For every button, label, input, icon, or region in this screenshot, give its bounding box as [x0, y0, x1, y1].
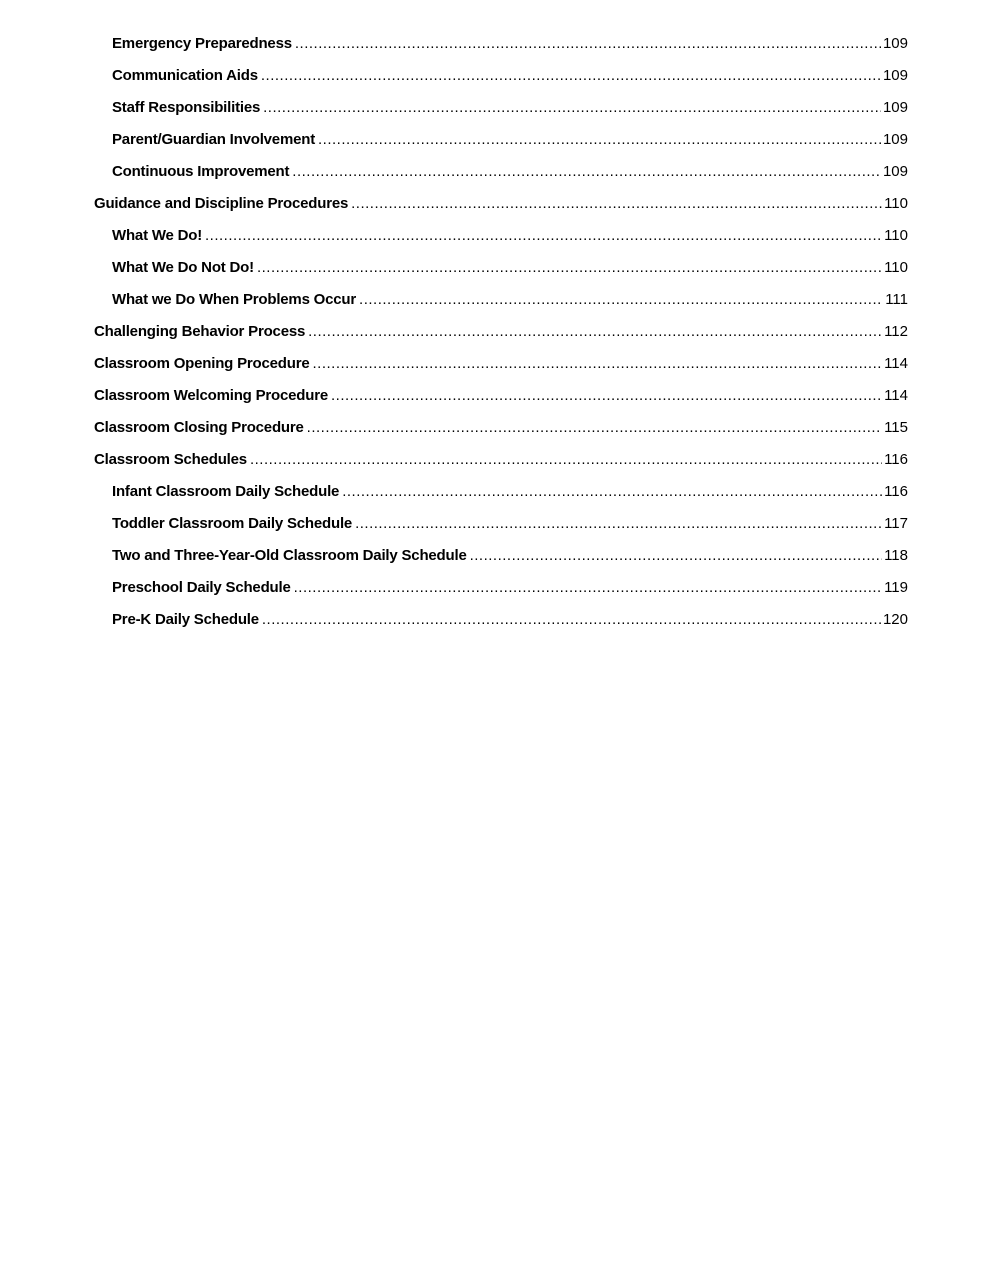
- toc-page-number: 116: [884, 483, 908, 500]
- toc-entry-continuous-improvement[interactable]: [94, 156, 908, 188]
- toc-page-number: 114: [884, 355, 908, 372]
- toc-entry-communication-aids[interactable]: [94, 60, 908, 92]
- toc-dot-leader: [355, 508, 882, 540]
- toc-page-number: 110: [884, 259, 908, 276]
- toc-entry-classroom-schedules[interactable]: [94, 444, 908, 476]
- toc-dot-leader: [308, 316, 882, 348]
- toc-dot-leader: [295, 28, 881, 60]
- toc-page-number: 116: [884, 451, 908, 468]
- toc-page-number: 109: [882, 163, 908, 180]
- toc-entry-title: Communication Aids: [112, 67, 258, 84]
- toc-entry-pre-k-daily-schedule[interactable]: [94, 604, 908, 636]
- toc-dot-leader: [342, 476, 882, 508]
- toc-entry-title: Continuous Improvement: [112, 163, 290, 180]
- toc-dot-leader: [351, 188, 882, 220]
- toc-dot-leader: [318, 124, 881, 156]
- toc-page-number: 109: [882, 35, 908, 52]
- toc-entry-parent-guardian-involvement[interactable]: [94, 124, 908, 156]
- toc-entry-title: Pre-K Daily Schedule: [112, 611, 259, 628]
- toc-entry-infant-classroom-daily-schedule[interactable]: [94, 476, 908, 508]
- toc-entry-classroom-closing-procedure[interactable]: [94, 412, 908, 444]
- toc-page-number: 110: [884, 195, 908, 212]
- toc-entry-title: Toddler Classroom Daily Schedule: [112, 515, 353, 532]
- toc-entry-toddler-classroom-daily-schedule[interactable]: [94, 508, 908, 540]
- toc-page-number: 109: [882, 131, 908, 148]
- toc-dot-leader: [307, 412, 882, 444]
- toc-entry-title: Classroom Opening Procedure: [94, 355, 310, 372]
- toc-entry-title: What we Do When Problems Occur: [112, 291, 357, 308]
- toc-page-number: 120: [882, 611, 908, 628]
- toc-entry-two-and-three-year-old-classroom-daily-schedule[interactable]: [94, 540, 908, 572]
- toc-entry-title: What We Do!: [112, 227, 203, 244]
- toc-entry-classroom-opening-procedure[interactable]: [94, 348, 908, 380]
- toc-page-number: 118: [884, 547, 908, 564]
- toc-entry-title: Preschool Daily Schedule: [112, 579, 291, 596]
- toc-dot-leader: [294, 572, 882, 604]
- toc-dot-leader: [312, 348, 882, 380]
- toc-page-number: 117: [884, 515, 908, 532]
- toc-page-number: 111: [885, 291, 908, 308]
- table-of-contents: [94, 28, 908, 636]
- toc-entry-title: Parent/Guardian Involvement: [112, 131, 315, 148]
- toc-page-number: 114: [884, 387, 908, 404]
- toc-dot-leader: [205, 220, 882, 252]
- toc-dot-leader: [292, 156, 881, 188]
- toc-dot-leader: [257, 252, 882, 284]
- toc-entry-what-we-do-when-problems-occur[interactable]: [94, 284, 908, 316]
- toc-page-number: 109: [882, 99, 908, 116]
- toc-entry-title: Staff Responsibilities: [112, 99, 261, 116]
- toc-dot-leader: [262, 604, 881, 636]
- toc-entry-classroom-welcoming-procedure[interactable]: [94, 380, 908, 412]
- toc-entry-title: What We Do Not Do!: [112, 259, 254, 276]
- toc-entry-title: Classroom Welcoming Procedure: [94, 387, 328, 404]
- toc-dot-leader: [359, 284, 883, 316]
- toc-entry-staff-responsibilities[interactable]: [94, 92, 908, 124]
- toc-entry-title: Infant Classroom Daily Schedule: [112, 483, 340, 500]
- toc-entry-what-we-do-not-do[interactable]: [94, 252, 908, 284]
- toc-dot-leader: [263, 92, 881, 124]
- toc-dot-leader: [331, 380, 882, 412]
- toc-page-number: 112: [884, 323, 908, 340]
- toc-dot-leader: [261, 60, 881, 92]
- toc-entry-what-we-do[interactable]: [94, 220, 908, 252]
- toc-entry-challenging-behavior-process[interactable]: [94, 316, 908, 348]
- toc-entry-title: Challenging Behavior Process: [94, 323, 306, 340]
- toc-dot-leader: [470, 540, 882, 572]
- toc-entry-emergency-preparedness[interactable]: [94, 28, 908, 60]
- toc-entry-title: Two and Three-Year-Old Classroom Daily Schedule: [112, 547, 467, 564]
- toc-entry-title: Emergency Preparedness: [112, 35, 292, 52]
- toc-entry-title: Guidance and Discipline Procedures: [94, 195, 349, 212]
- toc-entry-title: Classroom Closing Procedure: [94, 419, 304, 436]
- toc-entry-guidance-and-discipline-procedures[interactable]: [94, 188, 908, 220]
- toc-entry-preschool-daily-schedule[interactable]: [94, 572, 908, 604]
- toc-entry-title: Classroom Schedules: [94, 451, 247, 468]
- toc-page-number: 110: [884, 227, 908, 244]
- toc-page-number: 109: [882, 67, 908, 84]
- toc-page-number: 119: [884, 579, 908, 596]
- toc-page-number: 115: [884, 419, 908, 436]
- toc-dot-leader: [250, 444, 882, 476]
